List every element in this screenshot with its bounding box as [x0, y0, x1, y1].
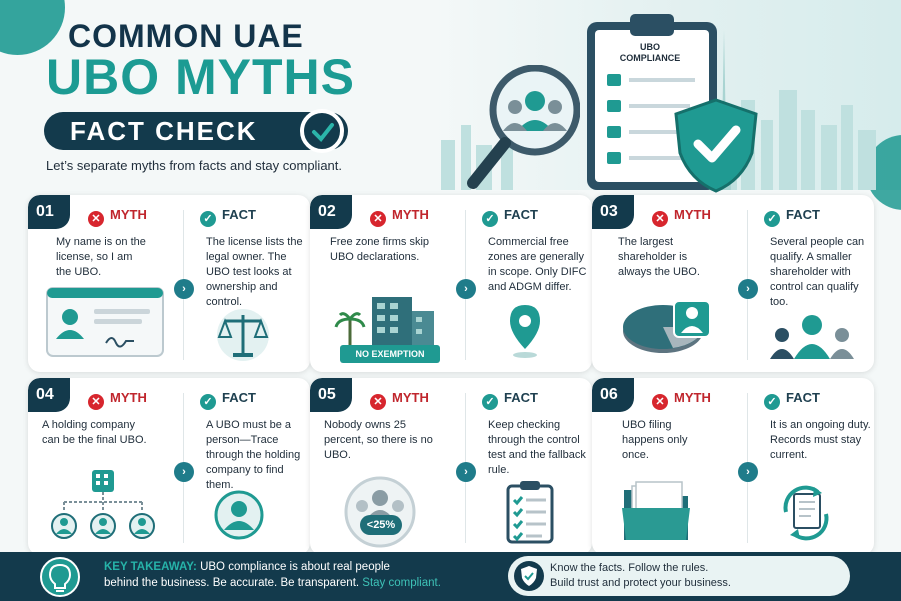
x-icon: ✕ — [370, 211, 386, 227]
key-takeaway-line1 — [104, 561, 390, 573]
pie-chart-icon — [618, 295, 718, 359]
fact-label: FACT — [222, 390, 256, 405]
card-number: 05 — [310, 378, 352, 412]
fact-heading — [764, 390, 820, 410]
check-icon: ✓ — [482, 211, 498, 227]
myth-label: MYTH — [392, 390, 429, 405]
fact-heading — [482, 390, 538, 410]
title-line-2: UBO MYTHS — [46, 49, 355, 105]
org-chart-icon — [42, 468, 162, 543]
under-25-badge: <25% — [360, 515, 402, 535]
check-icon: ✓ — [200, 211, 216, 227]
x-icon: ✕ — [652, 211, 668, 227]
x-icon: ✕ — [88, 394, 104, 410]
subtitle: Let’s separate myths from facts and stay compliant. — [46, 158, 343, 173]
stay-compliant-text: Stay compliant. — [362, 577, 441, 589]
chevron-right-icon: › — [174, 279, 194, 299]
magnifying-glass-icon — [465, 65, 580, 195]
lightbulb-icon — [40, 557, 80, 597]
myth-heading — [88, 390, 147, 410]
fact-text: Several people can qualify. A smaller shareholder with control can qualify too. — [770, 236, 865, 308]
x-icon: ✕ — [88, 211, 104, 227]
shield-icon — [514, 561, 544, 591]
myth-label: MYTH — [110, 390, 147, 405]
myth-heading — [652, 207, 711, 227]
fact-text: It is an ongoing duty. Records must stay current. — [770, 419, 871, 461]
myth-label: MYTH — [674, 390, 711, 405]
check-icon: ✓ — [764, 211, 780, 227]
chevron-right-icon: › — [738, 462, 758, 482]
fact-text: The license lists the legal owner. The UBO test looks at ownership and control. — [206, 236, 303, 308]
myth-heading — [652, 390, 711, 410]
myth-label: MYTH — [110, 207, 147, 222]
clipboard-title-line2: COMPLIANCE — [619, 53, 681, 63]
clipboard-title-line1: UBO — [640, 42, 660, 52]
myth-card-06 — [592, 378, 874, 555]
card-number: 06 — [592, 378, 634, 412]
myth-card-03 — [592, 195, 874, 372]
clipboard-title — [610, 42, 690, 64]
chevron-right-icon: › — [738, 279, 758, 299]
myth-card-04 — [28, 378, 310, 555]
fact-check-label: FACT CHECK — [70, 116, 258, 146]
fact-label: FACT — [504, 207, 538, 222]
fact-label: FACT — [504, 390, 538, 405]
card-number: 04 — [28, 378, 70, 412]
myth-label: MYTH — [392, 207, 429, 222]
x-icon: ✕ — [652, 394, 668, 410]
check-icon: ✓ — [482, 394, 498, 410]
myth-card-05 — [310, 378, 592, 555]
fact-text: Keep checking through the control test and the fallback rule. — [488, 419, 586, 476]
fact-label: FACT — [222, 207, 256, 222]
key-takeaway-line2 — [104, 577, 441, 589]
myth-text: A holding company can be the final UBO. — [42, 419, 147, 446]
footer-message-line1: Know the facts. Follow the rules. — [550, 562, 709, 574]
myth-text: My name is on the license, so I am the UBO. — [56, 236, 146, 278]
fact-heading — [482, 207, 538, 227]
people-group-icon — [767, 313, 857, 363]
check-circle-icon — [300, 109, 344, 153]
fact-text: Commercial free zones are generally in scope. Only DIFC and ADGM differ. — [488, 236, 587, 293]
chevron-right-icon: › — [174, 462, 194, 482]
fact-label: FACT — [786, 390, 820, 405]
refresh-document-icon — [778, 484, 834, 542]
title-line-1: COMMON UAE — [68, 18, 304, 54]
location-pin-icon — [508, 303, 542, 359]
myth-text: Free zone firms skip UBO declarations. — [330, 236, 430, 263]
no-exemption-tag: NO EXEMPTION — [340, 345, 440, 363]
check-icon: ✓ — [764, 394, 780, 410]
card-number: 01 — [28, 195, 70, 229]
person-circle-icon — [214, 490, 264, 540]
myth-text: Nobody owns 25 percent, so there is no UBO. — [324, 419, 433, 461]
people-magnifier-icon — [340, 476, 420, 548]
key-takeaway-text1: UBO compliance is about real people — [200, 561, 390, 573]
card-number: 03 — [592, 195, 634, 229]
fact-heading — [200, 207, 256, 227]
id-card-icon — [46, 287, 164, 357]
myth-text: The largest shareholder is always the UBO. — [618, 236, 700, 278]
fact-text: A UBO must be a person—Trace through the holding company to find them. — [206, 419, 301, 491]
fact-heading — [200, 390, 256, 410]
card-number: 02 — [310, 195, 352, 229]
key-takeaway-text2: behind the business. Be accurate. Be transparent. — [104, 577, 360, 589]
key-takeaway-label: KEY TAKEAWAY: — [104, 561, 197, 573]
x-icon: ✕ — [370, 394, 386, 410]
checklist-icon — [506, 480, 554, 544]
myth-card-02 — [310, 195, 592, 372]
myth-heading — [88, 207, 147, 227]
fact-label: FACT — [786, 207, 820, 222]
myth-heading — [370, 207, 429, 227]
check-icon: ✓ — [200, 394, 216, 410]
chevron-right-icon: › — [456, 462, 476, 482]
folder-icon — [620, 478, 692, 544]
chevron-right-icon: › — [456, 279, 476, 299]
scales-icon — [213, 305, 273, 363]
myth-text: UBO filing happens only once. — [622, 419, 688, 461]
shield-check-icon — [672, 98, 760, 193]
footer-message-line2: Build trust and protect your business. — [550, 577, 731, 589]
fact-heading — [764, 207, 820, 227]
corner-decoration — [0, 0, 65, 55]
myth-card-01 — [28, 195, 310, 372]
myth-heading — [370, 390, 429, 410]
myth-label: MYTH — [674, 207, 711, 222]
